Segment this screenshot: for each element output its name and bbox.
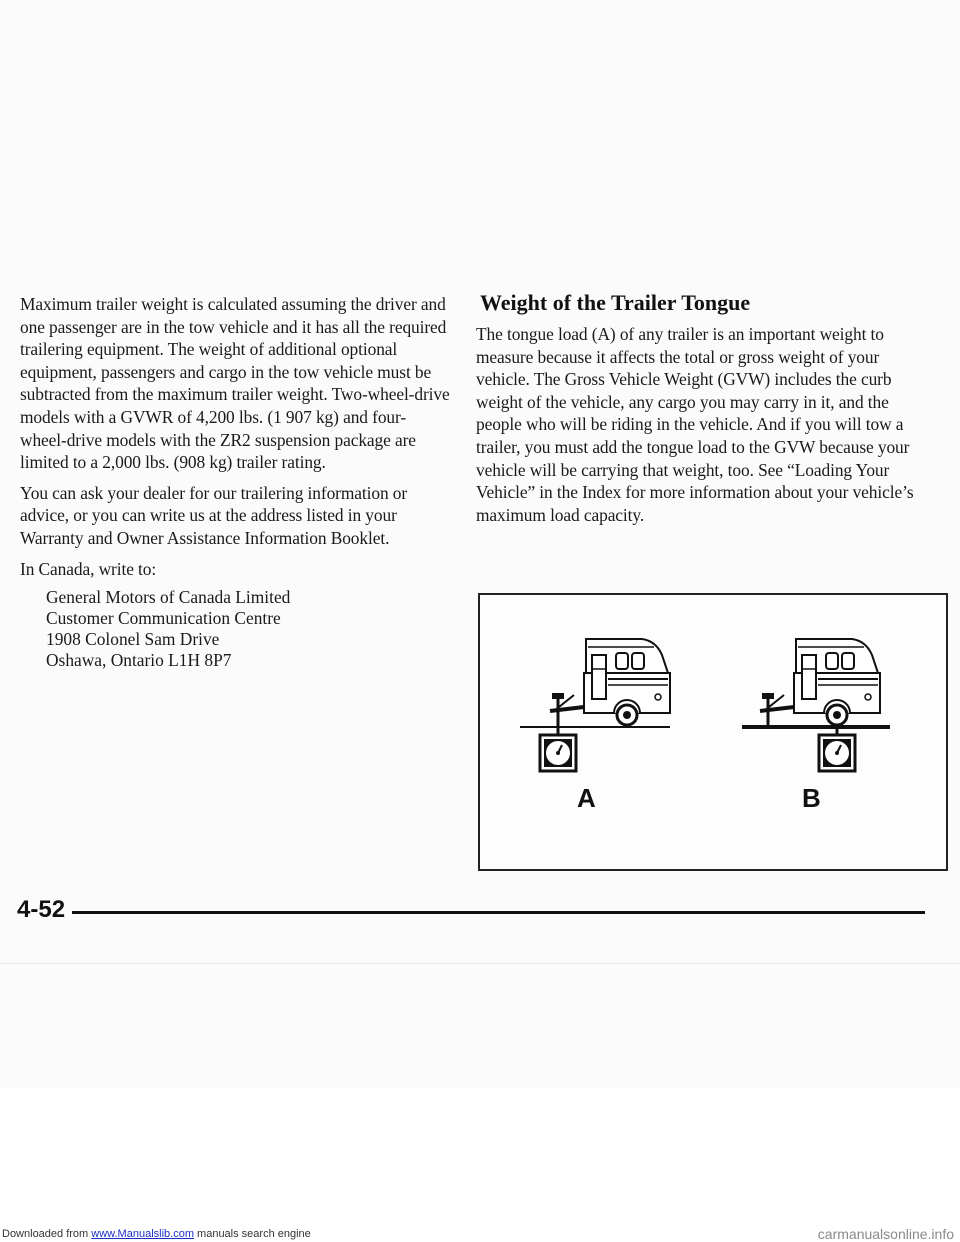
scale-icon <box>540 735 576 771</box>
address-line: Oshawa, Ontario L1H 8P7 <box>46 650 232 671</box>
tongue-weight-figure <box>478 593 948 871</box>
paragraph-max-trailer-weight: Maximum trailer weight is calculated assuming the driver and one passenger are in the tow vehicle and it has all the required trailering equipment. The weight of additional optional equipment, passengers and cargo in the tow vehicle must be subtracted from the maximum trailer weight. Two-wheel-drive models with a GVWR of 4,200 lbs. (1 907 kg) and four-wheel-drive models with the ZR2 suspension package are limited to a 2,000 lbs. (908 kg) trailer rating. <box>20 294 450 473</box>
address-line: Customer Communication Centre <box>46 608 281 629</box>
download-suffix: manuals search engine <box>193 1228 311 1240</box>
trailer-icon <box>550 639 670 727</box>
trailer-icon <box>760 639 880 727</box>
address-line: General Motors of Canada Limited <box>46 587 291 608</box>
scale-icon <box>819 735 855 771</box>
figure-label-b: B <box>802 783 821 813</box>
watermark: carmanualsonline.info <box>817 1226 954 1242</box>
paragraph-dealer-advice: You can ask your dealer for our trailering information or advice, or you can write us at the address listed in your Warranty and Owner Assistance Information Booklet. <box>20 482 408 548</box>
download-prefix: Downloaded from <box>2 1228 92 1240</box>
footer-rule <box>72 911 925 914</box>
paragraph-canada: In Canada, write to: <box>20 558 157 579</box>
download-credit <box>2 1226 311 1242</box>
paragraph-tongue-load: The tongue load (A) of any trailer is an important weight to measure because it affects the total or gross weight of your vehicle. The Gross Vehicle Weight (GVW) includes the curb weight of the vehicle, any cargo you may carry in it, and the people who will be riding in the vehicle. And if you will tow a trailer, you must add the tongue load to the GVW because your vehicle will be carrying that weight, too. See “Loading Your Vehicle” in the Index for more information about your vehicle’s maximum load capacity. <box>476 324 914 525</box>
scan-edge <box>0 963 960 964</box>
figure-label-a: A <box>577 783 596 813</box>
section-heading: Weight of the Trailer Tongue <box>480 290 751 315</box>
canada-address <box>20 587 452 671</box>
page-number: 4-52 <box>17 896 71 924</box>
left-column <box>20 293 452 671</box>
download-bar <box>0 1226 960 1242</box>
address-line: 1908 Colonel Sam Drive <box>46 629 220 650</box>
manualslib-link[interactable]: www.Manualslib.com <box>91 1228 194 1240</box>
trailer-scale-illustration <box>480 595 946 869</box>
right-column <box>476 323 926 526</box>
